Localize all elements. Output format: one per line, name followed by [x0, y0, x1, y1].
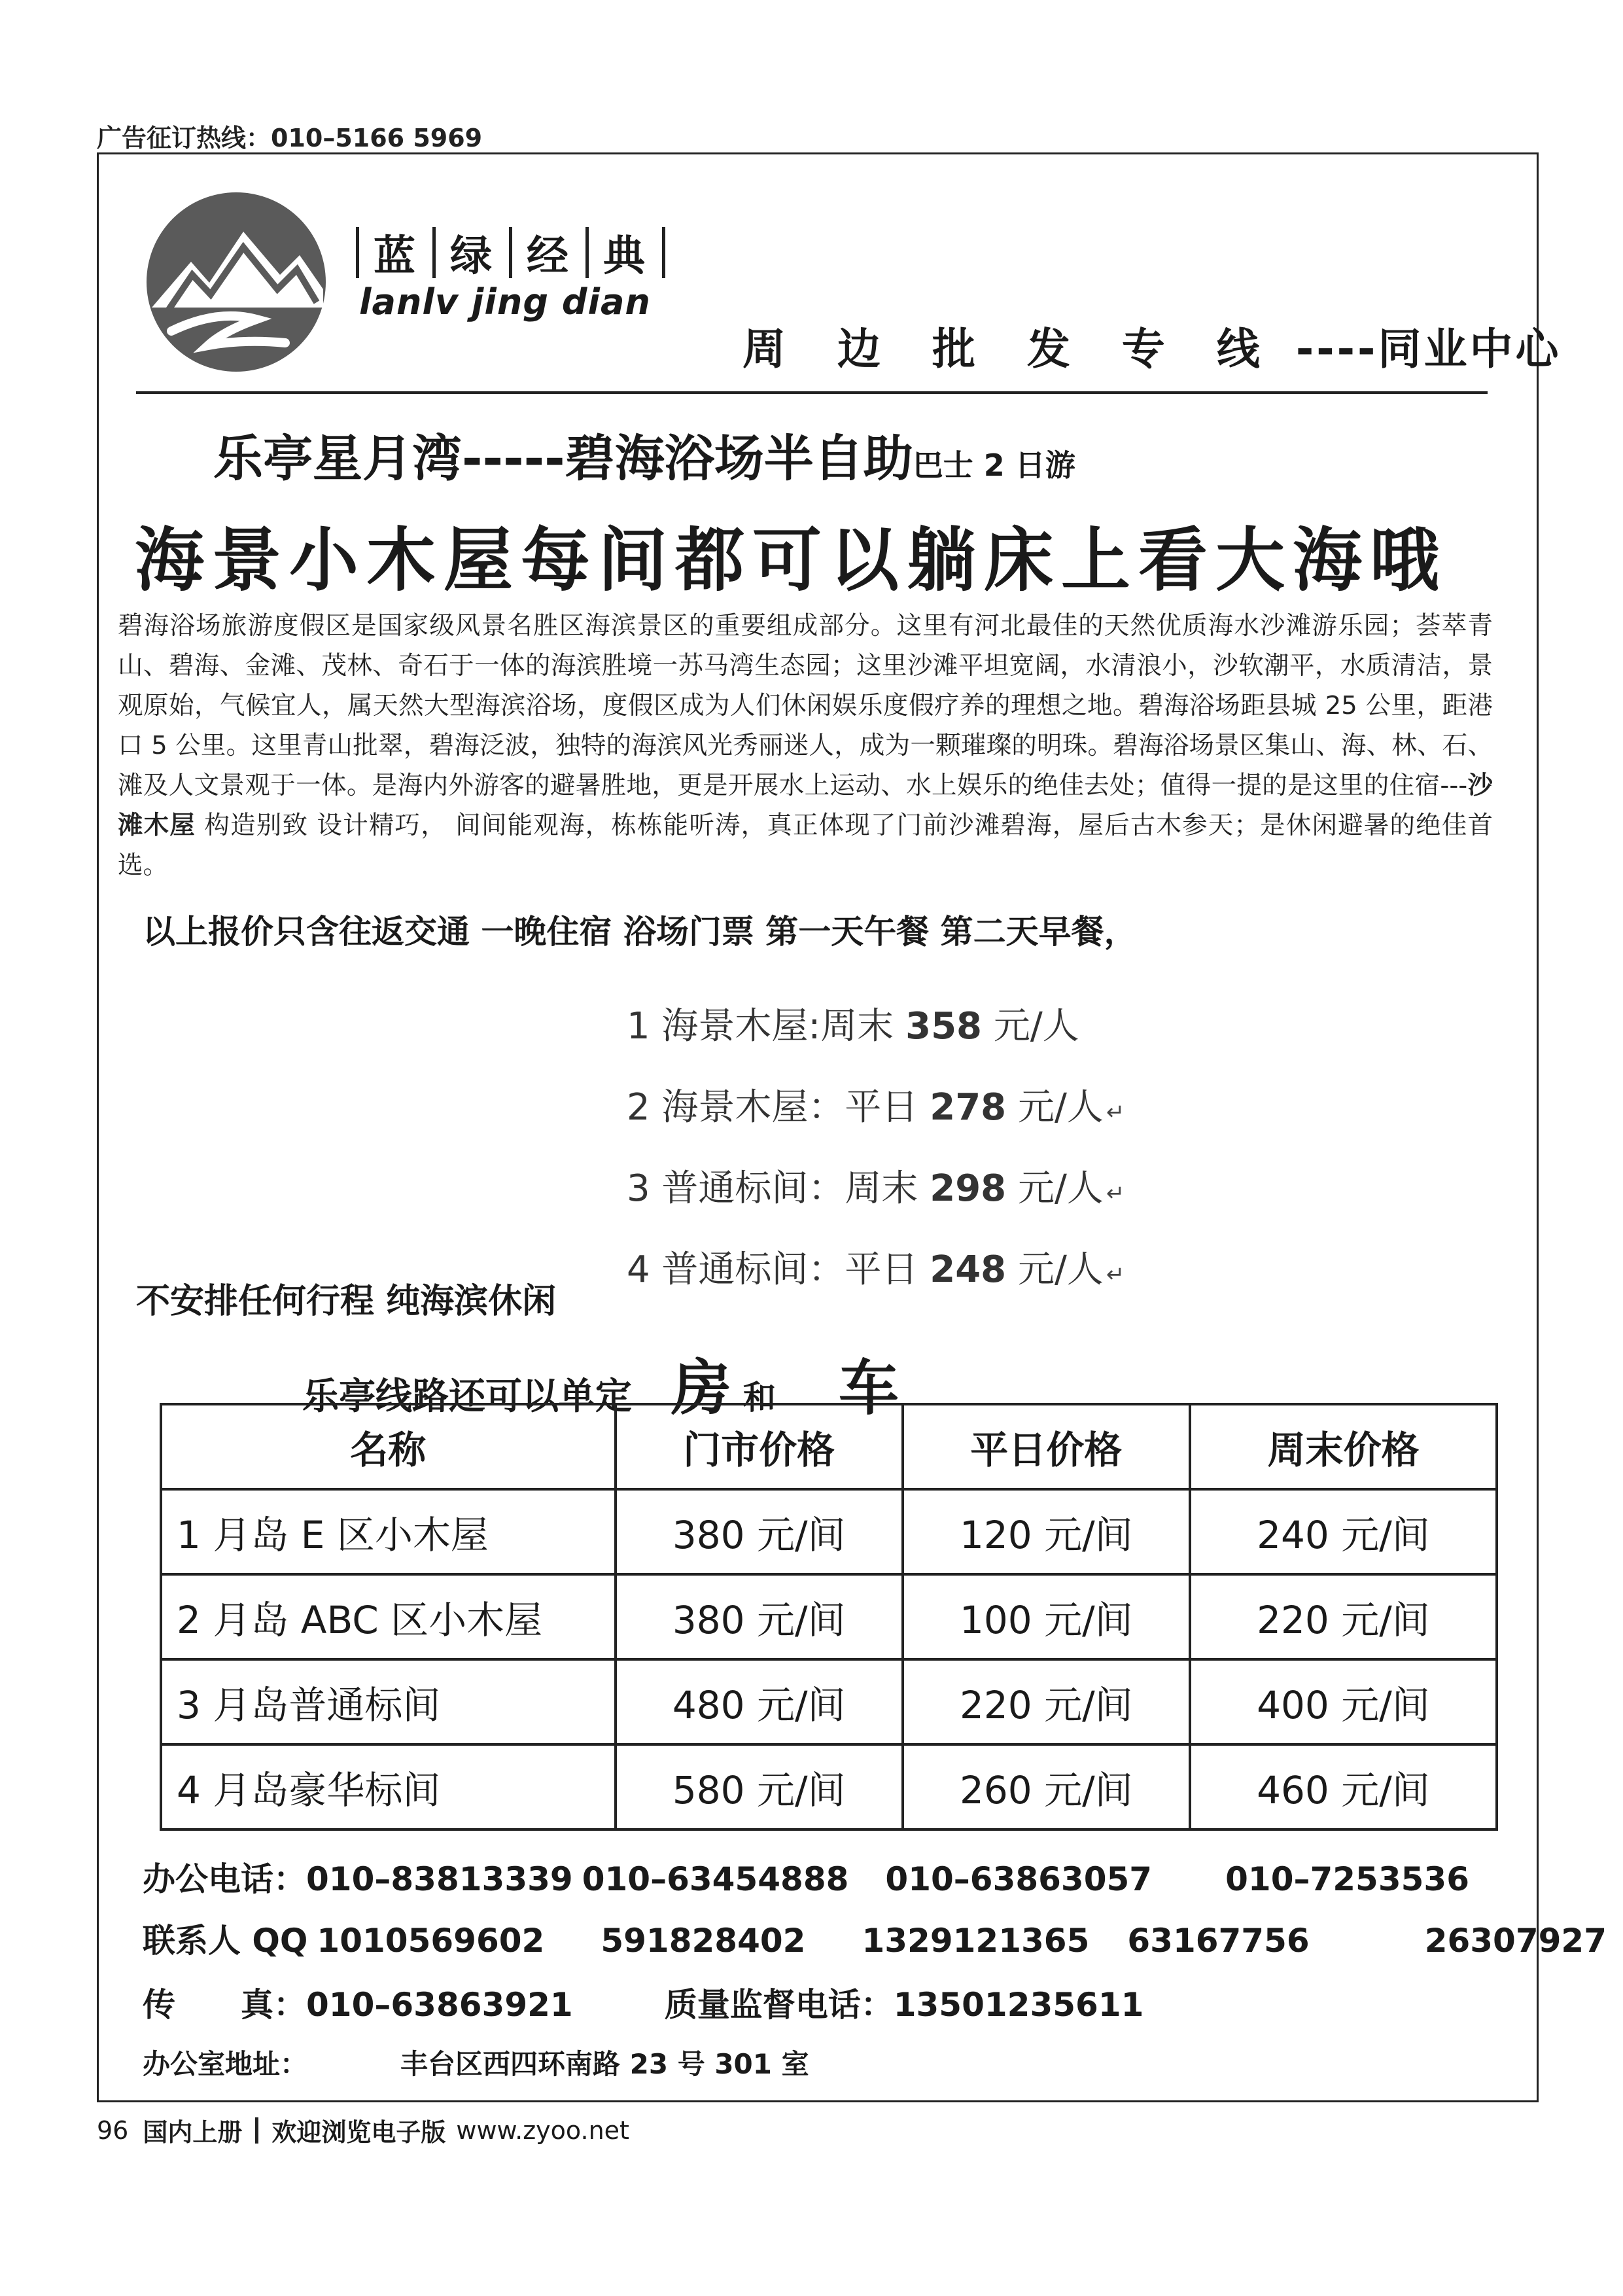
- price-label: 3 普通标间：周末: [627, 1167, 930, 1210]
- tour-title-sub: 巴士 2 日游: [913, 448, 1075, 483]
- tagline: [742, 314, 1561, 376]
- price-line: [627, 1241, 1125, 1293]
- single-booking-text: 乐亭线路还可以单定: [302, 1375, 632, 1418]
- table-header: 平日价格: [903, 1404, 1190, 1489]
- price-label: 4 普通标间：平日: [627, 1248, 930, 1291]
- table-header: 周末价格: [1190, 1404, 1497, 1489]
- table-cell: 2 月岛 ABC 区小木屋: [161, 1574, 616, 1659]
- header-divider: [136, 391, 1488, 394]
- price-line: [627, 997, 1079, 1050]
- and-word: 和: [743, 1379, 777, 1417]
- volume-label: 国内上册: [143, 2118, 243, 2147]
- qq-label: 联系人 QQ: [143, 1922, 308, 1960]
- table-cell: 3 月岛普通标间: [161, 1659, 616, 1744]
- price-unit: 元/人: [982, 1005, 1079, 1048]
- brand-char: 绿: [450, 232, 495, 281]
- page-footer: [97, 2112, 629, 2148]
- price-label: 2 海景木屋：平日: [627, 1086, 930, 1129]
- page-number: 96: [97, 2115, 129, 2145]
- price-value: 278: [930, 1086, 1007, 1129]
- fax-line: [143, 1979, 1143, 2026]
- table-cell: 100 元/间: [903, 1574, 1190, 1659]
- table-header: 门市价格: [616, 1404, 903, 1489]
- description-paragraph: [118, 606, 1493, 885]
- description-part2: 构造别致 设计精巧， 间间能观海，栋栋能听涛，真正体现了门前沙滩碧海，屋后古木参天；是休闲避暑的绝佳首选。: [118, 811, 1493, 880]
- price-line: [627, 1159, 1125, 1212]
- qq-number: 591828402: [601, 1922, 806, 1960]
- description-highlight: 沙滩木屋: [118, 771, 1493, 840]
- table-cell: 220 元/间: [903, 1659, 1190, 1744]
- qq-number: 1329121365: [862, 1922, 1090, 1960]
- quality-number: 13501235611: [893, 1986, 1144, 2024]
- table-row: [161, 1574, 1497, 1659]
- return-mark: ↵: [1106, 1099, 1125, 1125]
- table-cell: 380 元/间: [616, 1574, 903, 1659]
- description-part1: 碧海浴场旅游度假区是国家级风景名胜区海滨景区的重要组成部分。这里有河北最佳的天然优质海水沙滩游乐园；荟萃青山、碧海、金滩、茂林、奇石于一体的海滨胜境一苏马湾生态园；这里沙滩平坦宽阔，水清浪小，沙软潮平，水质清洁，景观原始，气候宜人，属天然大型海滨浴场，度假区成为人们休闲娱乐度假疗养的理想之地。碧海浴场距县城 25 公里，距港口 5 公里。这里青山批翠，碧海泛波，独特的海滨风光秀丽迷人，成为一颗璀璨的明珠。碧海浴场景区集山、海、林、石、滩及人文景观于一体。是海内外游客的避暑胜地，更是开展水上运动、水上娱乐的绝佳去处；值得一提的是这里的住宿---: [118, 611, 1493, 800]
- price-label: 1 海景木屋:周末: [627, 1005, 906, 1048]
- tagline-tail: ----同业中心: [1278, 324, 1562, 374]
- office-phone: 010–63454888: [582, 1860, 849, 1898]
- address-value: 丰台区西四环南路 23 号 301 室: [400, 2048, 809, 2080]
- tour-title-main: 乐亭星月湾-----碧海浴场半自助: [213, 429, 913, 487]
- mountain-logo-icon: [145, 191, 327, 373]
- welcome-text: 欢迎浏览电子版: [271, 2118, 446, 2147]
- fax-number: 010–63863921: [306, 1986, 573, 2024]
- table-header: 名称: [161, 1404, 616, 1489]
- tagline-main: 周 边 批 发 专 线: [742, 324, 1278, 374]
- office-phone: 010–83813339: [306, 1860, 573, 1898]
- hotline: 广告征订热线：010–5166 5969: [97, 124, 483, 152]
- fax-label: 传 真：: [143, 1986, 306, 2024]
- price-value: 248: [930, 1248, 1007, 1291]
- office-phone: 010–7253536: [1225, 1860, 1470, 1898]
- quality-label: 质量监督电话：: [664, 1986, 894, 2024]
- price-line: [627, 1078, 1125, 1131]
- brand-char: 蓝: [374, 232, 418, 281]
- table-cell: 4 月岛豪华标间: [161, 1744, 616, 1829]
- price-value: 298: [930, 1167, 1007, 1210]
- table-row: [161, 1659, 1497, 1744]
- office-phone-label: 办公电话：: [143, 1860, 306, 1898]
- address-label: 办公室地址：: [143, 2048, 308, 2080]
- footer-divider: [255, 2117, 258, 2144]
- table-cell: 580 元/间: [616, 1744, 903, 1829]
- table-cell: 260 元/间: [903, 1744, 1190, 1829]
- table-cell: 480 元/间: [616, 1659, 903, 1744]
- table-row: [161, 1744, 1497, 1829]
- brand-pinyin: lanlv jing dian: [359, 281, 651, 323]
- office-phone: 010–63863057: [885, 1860, 1153, 1898]
- brand-divider: [662, 227, 665, 278]
- qq-number: 1010569602: [317, 1922, 545, 1960]
- brand-char: 经: [527, 232, 571, 281]
- return-mark: ↵: [1106, 1262, 1125, 1288]
- table-cell: 380 元/间: [616, 1489, 903, 1574]
- room-word: 房: [671, 1353, 732, 1423]
- qq-line: [143, 1915, 1607, 1962]
- tour-title: [213, 419, 1075, 490]
- no-itinerary-note: 不安排任何行程 纯海滨休闲: [136, 1282, 557, 1321]
- table-cell: 400 元/间: [1190, 1659, 1497, 1744]
- table-cell: 120 元/间: [903, 1489, 1190, 1574]
- website-link[interactable]: www.zyoo.net: [456, 2115, 629, 2145]
- address-line: [143, 2043, 809, 2082]
- qq-number: 26307927: [1424, 1922, 1607, 1960]
- table-cell: 460 元/间: [1190, 1744, 1497, 1829]
- table-header-row: [161, 1404, 1497, 1489]
- price-unit: 元/人: [1006, 1167, 1104, 1210]
- table-cell: 1 月岛 E 区小木屋: [161, 1489, 616, 1574]
- price-value: 358: [905, 1005, 983, 1048]
- price-unit: 元/人: [1006, 1248, 1104, 1291]
- table-row: [161, 1489, 1497, 1574]
- room-price-table: [160, 1403, 1498, 1831]
- car-word: 车: [839, 1353, 899, 1423]
- office-phone-line: [143, 1853, 1469, 1900]
- qq-number: 63167756: [1127, 1922, 1310, 1960]
- cabin-slogan: 海景小木屋每间都可以躺床上看大海哦: [135, 520, 1447, 601]
- price-unit: 元/人: [1006, 1086, 1104, 1129]
- brand-chinese: [356, 222, 665, 283]
- table-cell: 220 元/间: [1190, 1574, 1497, 1659]
- return-mark: ↵: [1106, 1180, 1125, 1207]
- price-includes: 以上报价只含往返交通 一晚住宿 浴场门票 第一天午餐 第二天早餐，: [143, 913, 1137, 951]
- table-cell: 240 元/间: [1190, 1489, 1497, 1574]
- brand-char: 典: [603, 232, 648, 281]
